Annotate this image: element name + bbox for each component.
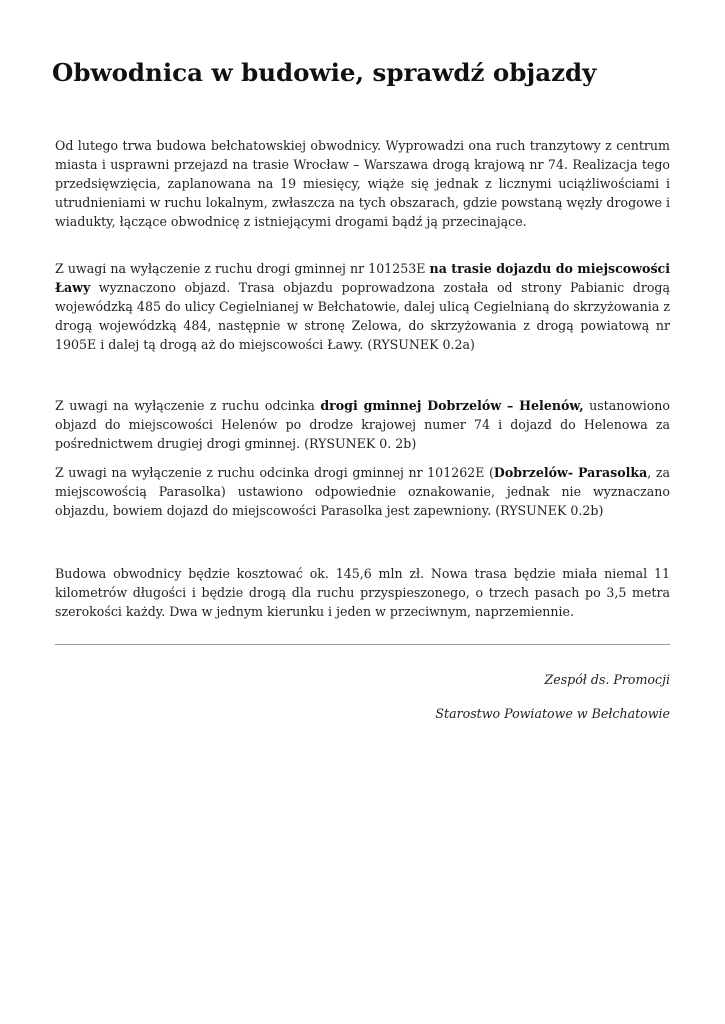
paragraph-cost: Budowa obwodnicy będzie kosztować ok. 145,6 mln zł. Nowa trasa będzie miała niemal 11 kilometrów długości i będzie drogą dla ruchu przyspieszonego, o trzech pasach po 3,5 metra szerokości każdy. Dwa w jednym kierunku i jeden w przeciwnym, naprzemiennie.: [55, 566, 670, 619]
paragraph-bold-text: na trasie dojazdu do miejscowości Ławy: [55, 261, 670, 295]
paragraph-bold-text: Dobrzelów- Parasolka: [493, 465, 648, 480]
signature-team: Zespół ds. Promocji: [544, 672, 670, 687]
paragraph-intro: Od lutego trwa budowa bełchatowskiej obwodnicy. Wyprowadzi ona ruch tranzytowy z centrum miasta i usprawni przejazd na trasie Wrocław – Warszawa drogą krajową nr 74. Realizacja tego przedsięwzięcia, zaplanowana na 19 miesięcy, wiąże się jednak z licznymi uciążliwościami i utrudnieniami w ruchu lokalnym, zwłaszcza na tych obszarach, gdzie powstaną węzły drogowe i wiadukty, łączące obwodnicę z istniejącymi drogami bądź ją przecinające.: [55, 138, 670, 229]
paragraph-text: Z uwagi na wyłączenie z ruchu odcinka: [55, 398, 321, 413]
page-title: Obwodnica w budowie, sprawdź objazdy: [52, 58, 597, 87]
paragraph-detour-parasolka: [55, 463, 670, 520]
horizontal-divider: [55, 644, 670, 645]
paragraph-detour-helenow: [55, 396, 670, 453]
signature-office: Starostwo Powiatowe w Bełchatowie: [435, 706, 670, 721]
paragraph-text: Z uwagi na wyłączenie z ruchu odcinka drogi gminnej nr 101262E (: [55, 465, 494, 480]
paragraph-detour-lawy: [55, 259, 670, 354]
paragraph-text: ustanowiono objazd do miejscowości Helenów po drodze krajowej numer 74 i dojazd do Helenowa za pośrednictwem drugiej drogi gminnej. (RYSUNEK 0. 2b): [55, 398, 671, 451]
paragraph-text: wyznaczono objazd. Trasa objazdu poprowadzona została od strony Pabianic drogą wojewódzką 485 do ulicy Cegielnianej w Bełchatowie, dalej ulicą Cegielnianą do skrzyżowania z drogą wojewódzką 484, następnie w stronę Zelowa, do skrzyżowania z drogą powiatową nr 1905E i dalej tą drogą aż do miejscowości Ławy. (RYSUNEK 0.2a): [55, 280, 670, 352]
paragraph-bold-text: drogi gminnej Dobrzelów – Helenów,: [320, 398, 584, 413]
paragraph-text: , za miejscowością Parasolka) ustawiono odpowiednie oznakowanie, jednak nie wyznaczano objazdu, bowiem dojazd do miejscowości Parasolka jest zapewniony. (RYSUNEK 0.2b): [55, 465, 671, 518]
paragraph-text: Z uwagi na wyłączenie z ruchu drogi gminnej nr 101253E: [55, 261, 430, 276]
